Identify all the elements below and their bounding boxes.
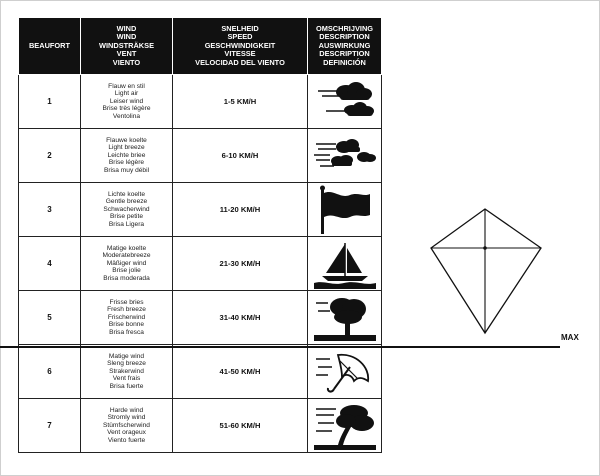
header-beaufort: BEAUFORT (19, 18, 81, 75)
table-row (19, 399, 382, 453)
table-row (19, 237, 382, 291)
wind-speed: 11-20 KM/H (173, 183, 308, 237)
header-row (19, 18, 382, 75)
table-row (19, 183, 382, 237)
wind-speed: 51-60 KM/H (173, 399, 308, 453)
flag-icon (308, 183, 382, 237)
max-wind-line (0, 346, 560, 348)
wind-names: Flauwe koelte Light breeze Leichte briee Brise légère Brisa muy débil (81, 129, 173, 183)
force-number: 4 (19, 237, 81, 291)
wind-names: Matige wind Sleng breeze Strakerwind Vent frais Brisa fuerte (81, 345, 173, 399)
clouds-icon (308, 75, 382, 129)
wind-names: Frisse bries Fresh breeze Frischerwind Brise bonne Brisa fresca (81, 291, 173, 345)
tree-icon (308, 291, 382, 345)
wind-names: Matige koelte Moderatebreeze Mäßiger wind Brise jolie Brisa moderada (81, 237, 173, 291)
wind-names: Harde wind Stromly wind Stümfscherwind Vent orageux Viento fuerte (81, 399, 173, 453)
force-number: 2 (19, 129, 81, 183)
wind-speed: 21-30 KM/H (173, 237, 308, 291)
wind-speed: 1-5 KM/H (173, 75, 308, 129)
table-row (19, 345, 382, 399)
umbrella-icon (308, 345, 382, 399)
table-row (19, 291, 382, 345)
table-row (19, 129, 382, 183)
header-speed: SNELHEID SPEED GESCHWINDIGKEIT VITESSE VELOCIDAD DEL VIENTO (173, 18, 308, 75)
table-row (19, 75, 382, 129)
kite-icon (425, 205, 545, 337)
bending-tree-icon (308, 399, 382, 453)
beaufort-table (18, 17, 382, 453)
wind-names: Flauw en stil Light air Leiser wind Brise très légère Ventolina (81, 75, 173, 129)
header-description: OMSCHRIJVING DESCRIPTION AUSWIRKUNG DESCRIPTION DEFINICIÓN (308, 18, 382, 75)
max-label: MAX (561, 333, 579, 342)
wind-speed: 41-50 KM/H (173, 345, 308, 399)
sailboat-icon (308, 237, 382, 291)
wind-names: Lichte koelte Gentle breeze Schwacherwind Brise petite Brisa Ligera (81, 183, 173, 237)
force-number: 6 (19, 345, 81, 399)
force-number: 3 (19, 183, 81, 237)
force-number: 7 (19, 399, 81, 453)
force-number: 1 (19, 75, 81, 129)
wind-speed: 6-10 KM/H (173, 129, 308, 183)
wind-speed: 31-40 KM/H (173, 291, 308, 345)
windy-clouds-icon (308, 129, 382, 183)
force-number: 5 (19, 291, 81, 345)
header-wind: WIND WIND WINDSTRÄKSE VENT VIENTO (81, 18, 173, 75)
